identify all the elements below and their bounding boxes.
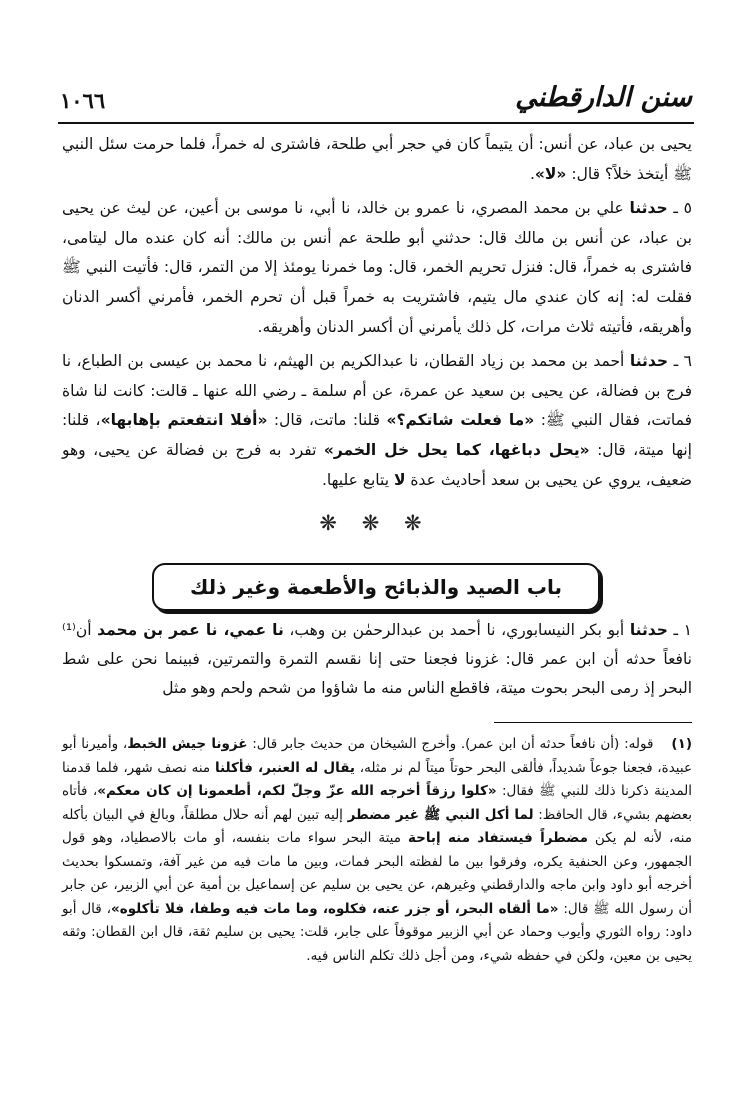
bold-text-run: «ما ألقاه البحر، أو جزر عنه، فكلوه، وما مات فيه وطفا، فلا تأكلوه» (111, 900, 559, 917)
paragraph (62, 347, 692, 495)
page-header (60, 82, 692, 122)
text-run: . (529, 164, 535, 183)
main-text (62, 130, 692, 495)
bold-text-run: لا (393, 470, 406, 489)
bold-text-run: «أفلا انتفعتم بإهابها» (100, 411, 268, 430)
bold-text-run: «ما فعلت شاتكم؟» (386, 411, 535, 430)
text-run: ، قلنا: إنها ميتة، قال: (62, 411, 692, 459)
text-run: ميتة البحر سواء مات بنفسه، أو مات بالاصطياد، وهو قول الجمهور، وعن الحنفية يكره، وفرقوا بين ما لفظته البحر فمات، وبين ما مات فيه من غير آفة، وتمسكوا بحديث أخرجه أبو داود وابن ماجه والدارقطني وغيرهم، عن يحيى بن سليم عن إسماعيل بن أمية عن أبي الزبير، عن جابر أن رسول الله ﷺ قال: (62, 830, 692, 917)
paragraph (62, 194, 692, 342)
text-run: ١ ـ (667, 621, 692, 639)
text-run: ٥ ـ (667, 199, 692, 218)
footnote (62, 733, 692, 968)
footnote-mark: (١) (671, 736, 692, 752)
paragraph (62, 130, 692, 189)
text-run: أبو بكر النيسابوري، نا أحمد بن عبدالرحمٰن بن وهب، (283, 621, 630, 639)
bold-text-run: حدثنا (629, 352, 668, 371)
footnote-text (62, 733, 692, 968)
footnote-body (62, 736, 692, 964)
bold-text-run: حدثنا (629, 621, 668, 639)
text-run: قلنا: ماتت، قال: (267, 411, 387, 430)
bold-text-run: لما أكل النبي ﷺ غير مضطر (347, 806, 534, 823)
text-run: منه نصف شهر، فلما قدمنا المدينة ذكرنا ذلك للنبي ﷺ فقال: (62, 759, 692, 799)
text-run: تفرد به فرج بن فضالة عن يحيى، وهو ضعيف، يروي عن يحيى بن سعد أحاديث عدة (62, 440, 692, 489)
chapter-heading-box (152, 563, 600, 611)
bold-text-run: «لا» (534, 164, 567, 183)
bold-text-run: «كلوا رزقاً أخرجه الله عزّ وجلّ لكم، أطعمونا إن كان معكم» (97, 783, 497, 799)
bold-text-run: نا عمي، نا عمر بن محمد (97, 621, 284, 639)
text-run: أحمد بن محمد بن زياد القطان، نا عبدالكريم بن الهيثم، نا محمد بن عيسى بن الطباع، نا فرج بن فضالة، عن يحيى بن سعيد عن عمرة، عن أم سلمة ـ رضي الله عنها ـ قالت: كانت لنا شاة فماتت، فقال النبي ﷺ: (62, 352, 692, 430)
footnote-rule (494, 722, 692, 723)
text-run: ٦ ـ (668, 352, 692, 371)
bold-text-run: يقال له العنبر، فأكلنا (214, 759, 355, 776)
text-run: إليه تبين لهم أنه حلال مطلقاً، وبالغ في البيان بأكله منه، لأنه لم يكن (62, 806, 692, 846)
header-rule (58, 122, 694, 124)
bold-text-run: «يحل دباغها، كما يحل خل الخمر» (323, 440, 590, 459)
bold-text-run: مضطراً فيستفاد منه إباحة (407, 830, 588, 846)
text-run: يتابع عليها. (321, 470, 394, 489)
text-run: ، وأميرنا أبو عبيدة، فجعنا جوعاً شديداً، فألقى البحر حوتاً ميتاً لم نر مثله، (62, 736, 693, 776)
text-run: يحيى بن عباد، عن أنس: أن يتيماً كان في حجر أبي طلحة، فاشترى له خمراً، فلما حرمت سئل النبي ﷺ أيتخذ خلاً؟ قال: (62, 135, 692, 183)
text-run: علي بن محمد المصري، نا عمرو بن خالد، نا أبي، نا موسى بن أعين، عن ليث عن يحيى بن عباد، عن أنس بن مالك قال: حدثني أبو طلحة عم أنس بن مالك: أنه كان عنده مال ليتامى، فاشترى به خمراً، قال: فنزل تحريم الخمر، قال: وما خمرنا يومئذ إلا من التمر، قال: فأتيت النبي ﷺ فقلت له: إنه كان عندي مال يتيم، فاشتريت به خمراً قبل أن تحرم الخمر، فأمرني أكسر الدنان وأهريقه، فأتيته ثلاث مرات، كل ذلك يأمرني أن أكسر الدنان وأهريقه. (62, 199, 692, 336)
paragraph (62, 616, 692, 703)
chapter-title: باب الصيد والذبائح والأطعمة وغير ذلك (190, 575, 562, 599)
bold-text-run: غزونا جيش الخبط (127, 736, 248, 752)
chapter-text (62, 616, 692, 703)
bold-text-run: حدثنا (629, 199, 668, 218)
section-divider: ❋ ❋ ❋ (319, 511, 431, 535)
book-title: سنن الدارقطني (515, 82, 692, 113)
text-run: ، قال أبو داود: رواه الثوري وأيوب وحماد عن أبي الزبير موقوفاً على جابر، قلت: يحيى بن سليم ثقة، قال ابن القطان: وثقه يحيى بن معين، ولكن في حفظه شيء، ومن أجل ذلك تكلم الناس فيه. (62, 900, 692, 964)
text-run: ، فأتاه بعضهم بشيء، قال الحافظ: (62, 783, 692, 823)
text-run: أن⁽¹⁾ نافعاً حدثه أن ابن عمر قال: غزونا فجعنا حتى إنا نقسم التمرة والتمرتين، فبينما نحن على شط البحر إذ رمى البحر بحوت ميتة، فاقطع الناس منه ما شاؤوا من شحم ولحم وهو مثل (62, 621, 692, 697)
text-run: قوله: (أن نافعاً حدثه أن ابن عمر). وأخرج الشيخان من حديث جابر قال: (247, 736, 654, 752)
page-number: ١٠٦٦ (60, 88, 106, 113)
